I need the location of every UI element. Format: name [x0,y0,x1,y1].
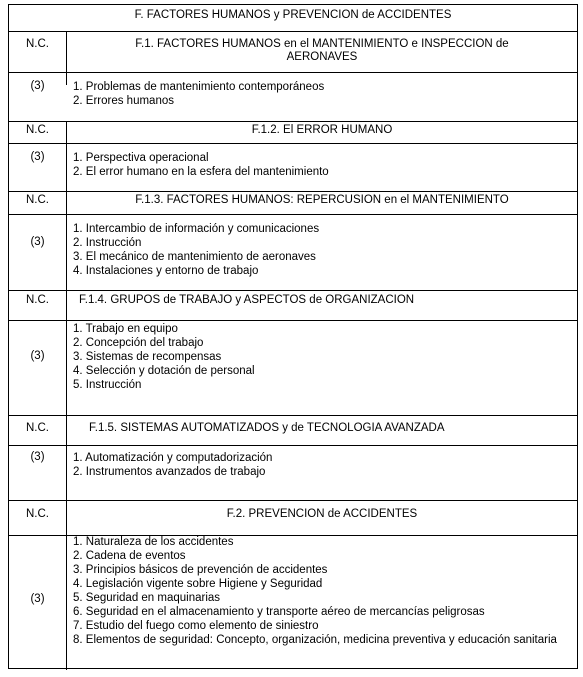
column-divider [66,121,67,290]
item-list [73,535,571,647]
section-heading: F.1.3. FACTORES HUMANOS: REPERCUSION en el MANTENIMIENTO [135,194,509,206]
divider [9,72,577,73]
nc-value: (3) [30,151,45,163]
divider [9,320,577,321]
list-item: 2. Instrumentos avanzados de trabajo [73,466,266,478]
list-item: 7. Estudio del fuego como elemento de siniestro [73,620,319,632]
section-heading: F.1.5. SISTEMAS AUTOMATIZADOS y de TECNOLOGIA AVANZADA [89,422,445,434]
divider [9,500,577,501]
list-item: 2. El error humano en la esfera del mantenimiento [73,166,329,178]
column-divider [66,415,67,445]
syllabus-table [8,4,578,669]
section-heading: F.1. FACTORES HUMANOS en el MANTENIMIENTO e INSPECCION de AERONAVES [135,38,509,63]
divider [9,445,577,446]
nc-header: N.C. [26,38,49,50]
item-list [73,451,571,479]
section-heading: F.1.2. El ERROR HUMANO [251,124,393,136]
section-heading: F.1.4. GRUPOS de TRABAJO y ASPECTOS de ORGANIZACION [79,294,415,306]
item-list [73,222,571,278]
nc-header: N.C. [26,124,49,136]
list-item: 4. Selección y dotación de personal [73,365,255,377]
list-item: 3. Sistemas de recompensas [73,351,222,363]
list-item: 5. Seguridad en maquinarias [73,592,221,604]
list-item: 8. Elementos de seguridad: Concepto, organización, medicina preventiva y educación sanitaria [73,634,557,646]
nc-header: N.C. [26,508,49,520]
nc-header: N.C. [26,194,49,206]
divider [9,214,577,215]
item-list [73,80,571,108]
list-item: 1. Intercambio de información y comunicaciones [73,223,320,235]
list-item: 3. Principios básicos de prevención de accidentes [73,564,328,576]
list-item: 4. Instalaciones y entorno de trabajo [73,265,259,277]
list-item: 3. El mecánico de mantenimiento de aeronaves [73,251,316,263]
divider [9,121,577,122]
divider [9,290,577,291]
list-item: 2. Cadena de eventos [73,550,186,562]
list-item: 1. Automatización y computadorización [73,452,273,464]
item-list [73,151,571,179]
list-item: 2. Instrucción [73,237,142,249]
divider [9,415,577,416]
column-divider [66,290,67,320]
nc-value: (3) [30,236,45,248]
list-item: 1. Perspectiva operacional [73,152,209,164]
list-item: 5. Instrucción [73,379,142,391]
table-title: F. FACTORES HUMANOS y PREVENCION de ACCIDENTES [134,9,452,21]
column-divider [66,445,67,500]
nc-value: (3) [30,80,45,92]
list-item: 1. Trabajo en equipo [73,323,178,335]
list-item: 6. Seguridad en el almacenamiento y transporte aéreo de mercancías peligrosas [73,606,485,618]
list-item: 1. Problemas de mantenimiento contemporáneos [73,81,325,93]
nc-value: (3) [30,451,45,463]
divider [9,31,577,32]
nc-header: N.C. [26,422,49,434]
list-item: 1. Naturaleza de los accidentes [73,536,234,548]
column-divider [66,500,67,670]
column-divider [66,320,67,415]
nc-value: (3) [30,350,45,362]
list-item: 2. Errores humanos [73,95,174,107]
list-item: 2. Concepción del trabajo [73,337,204,349]
divider [9,143,577,144]
list-item: 4. Legislación vigente sobre Higiene y Seguridad [73,578,323,590]
item-list [73,322,571,392]
nc-value: (3) [30,593,45,605]
divider [9,191,577,192]
section-heading: F.2. PREVENCION de ACCIDENTES [226,508,418,520]
nc-header: N.C. [26,294,49,306]
